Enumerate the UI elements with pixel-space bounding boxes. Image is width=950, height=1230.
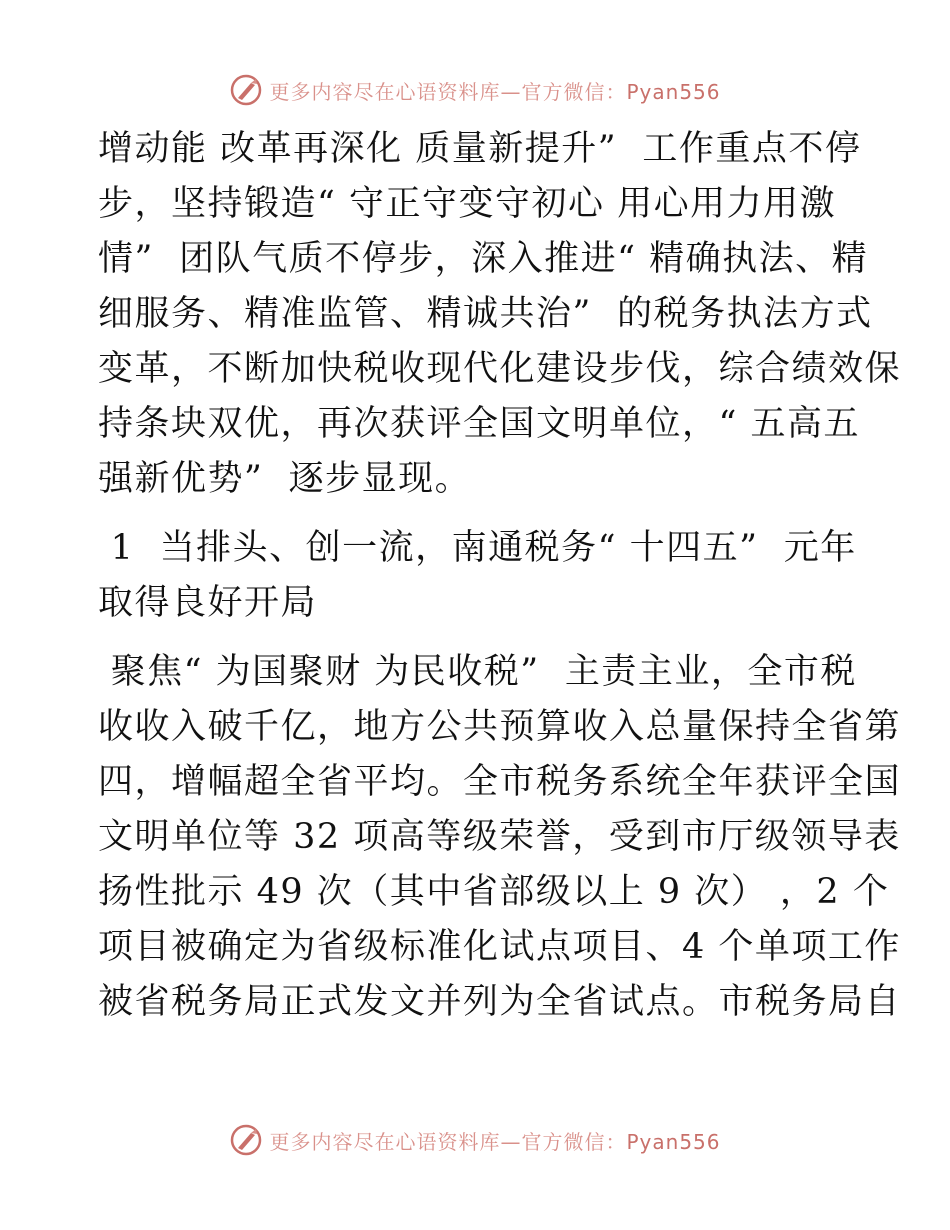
text-line: 变革，不断加快税收现代化建设步伐，综合绩效保 [98, 349, 902, 389]
watermark-handle: Pyan556 [626, 1129, 721, 1154]
paragraph-1 [98, 122, 902, 507]
text-line: 细服务、精准监管、精诚共治” 的税务执法方式 [98, 294, 873, 334]
text-line: 文明单位等 32 项高等级荣誉，受到市厅级领导表 [98, 817, 901, 857]
text-line: 情” 团队气质不停步，深入推进“ 精确执法、精 [98, 239, 869, 279]
paragraph-2 [98, 645, 902, 1030]
text-line: 项目被确定为省级标准化试点项目、4 个单项工作 [98, 927, 901, 967]
text-line: 增动能 改革再深化 质量新提升” 工作重点不停 [98, 129, 862, 169]
text-line: 扬性批示 49 次（其中省部级以上 9 次） ，2 个 [98, 872, 890, 912]
text-line: 步，坚持锻造“ 守正守变守初心 用心用力用激 [98, 184, 837, 224]
watermark-text [269, 76, 720, 105]
footer-watermark [0, 1120, 950, 1160]
text-line: 持条块双优，再次获评全国文明单位，“ 五高五 [98, 404, 861, 444]
quill-pen-logo-icon [229, 73, 263, 107]
text-line: 聚焦“ 为国聚财 为民收税” 主责主业，全市税 [98, 652, 857, 692]
watermark-handle: Pyan556 [626, 79, 721, 104]
text-line: 收收入破千亿，地方公共预算收入总量保持全省第 [98, 707, 902, 747]
header-watermark [0, 70, 950, 110]
watermark-text [269, 1126, 720, 1155]
document-body [98, 122, 902, 1030]
quill-pen-logo-icon [229, 1123, 263, 1157]
text-line: 取得良好开局 [98, 583, 318, 623]
text-line: 1 当排头、创一流，南通税务“ 十四五” 元年 [98, 528, 857, 568]
watermark-label: 更多内容尽在心语资料库—官方微信： [269, 79, 627, 104]
text-line: 被省税务局正式发文并列为全省试点。市税务局自 [98, 982, 902, 1022]
text-line: 强新优势” 逐步显现。 [98, 459, 472, 499]
watermark-label: 更多内容尽在心语资料库—官方微信： [269, 1129, 627, 1154]
text-line: 四，增幅超全省平均。全市税务系统全年获评全国 [98, 762, 902, 802]
section-heading [98, 521, 858, 631]
